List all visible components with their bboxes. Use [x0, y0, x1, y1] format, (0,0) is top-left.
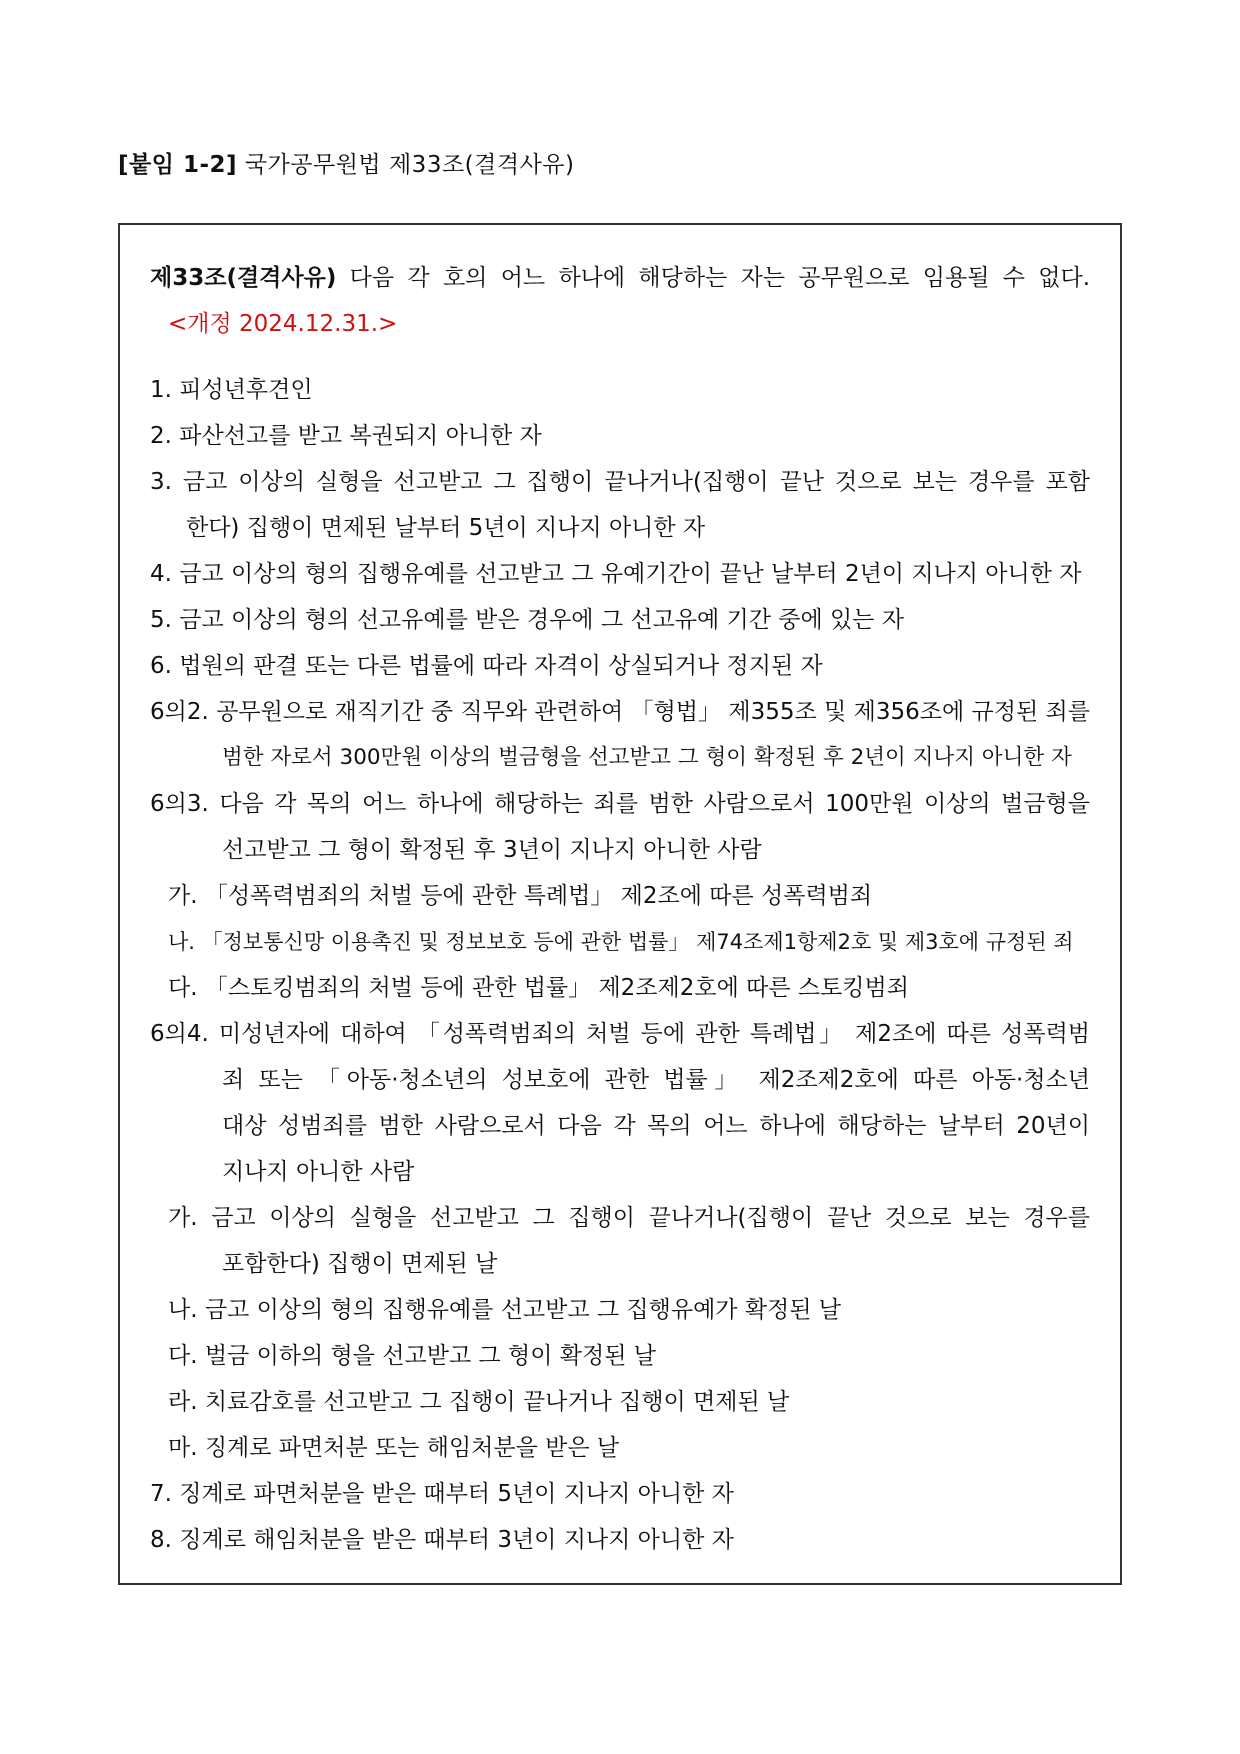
item-6-2: 6의2. 공무원으로 재직기간 중 직무와 관련하여 「형법」 제355조 및 제356조에 규정된 죄를 [150, 699, 1090, 725]
article-content [150, 255, 1090, 1563]
item-8: 8. 징계로 해임처분을 받은 때부터 3년이 지나지 아니한 자 [150, 1527, 734, 1553]
item-3: 3. 금고 이상의 실형을 선고받고 그 집행이 끝나거나(집행이 끝난 것으로 보는 경우를 포함 [150, 469, 1090, 495]
item-1: 1. 피성년후견인 [150, 377, 313, 403]
item-6-4-continued-3: 지나지 아니한 사람 [222, 1159, 415, 1185]
article-intro: 다음 각 호의 어느 하나에 해당하는 자는 공무원으로 임용될 수 없다. [349, 265, 1091, 291]
item-7: 7. 징계로 파면처분을 받은 때부터 5년이 지나지 아니한 자 [150, 1481, 734, 1507]
item-3-continued: 한다) 집행이 면제된 날부터 5년이 지나지 아니한 자 [186, 515, 706, 541]
item-6-4-na: 나. 금고 이상의 형의 집행유예를 선고받고 그 집행유예가 확정된 날 [168, 1297, 841, 1323]
revision-note: <개정 2024.12.31.> [168, 311, 398, 337]
item-6-4: 6의4. 미성년자에 대하여 「성폭력범죄의 처벌 등에 관한 특례법」 제2조에 따른 성폭력범 [150, 1021, 1090, 1047]
item-5: 5. 금고 이상의 형의 선고유예를 받은 경우에 그 선고유예 기간 중에 있는 자 [150, 607, 904, 633]
item-6-4-ga-continued: 포함한다) 집행이 면제된 날 [222, 1251, 498, 1277]
item-6-2-continued: 범한 자로서 300만원 이상의 벌금형을 선고받고 그 형이 확정된 후 2년이 지나지 아니한 자 [222, 745, 1072, 770]
item-6-3: 6의3. 다음 각 목의 어느 하나에 해당하는 죄를 범한 사람으로서 100만원 이상의 벌금형을 [150, 791, 1090, 817]
item-6-3-continued: 선고받고 그 형이 확정된 후 3년이 지나지 아니한 사람 [222, 837, 762, 863]
item-6-3-na: 나. 「정보통신망 이용촉진 및 정보보호 등에 관한 법률」 제74조제1항제2호 및 제3호에 규정된 죄 [168, 930, 1074, 954]
spacer [150, 347, 1090, 367]
article-header [150, 255, 1090, 301]
item-6-4-ga: 가. 금고 이상의 실형을 선고받고 그 집행이 끝나거나(집행이 끝난 것으로 보는 경우를 [168, 1205, 1090, 1231]
item-6-4-continued-2: 대상 성범죄를 범한 사람으로서 다음 각 목의 어느 하나에 해당하는 날부터 20년이 [222, 1113, 1090, 1139]
item-6: 6. 법원의 판결 또는 다른 법률에 따라 자격이 상실되거나 정지된 자 [150, 653, 823, 679]
item-6-4-da: 다. 벌금 이하의 형을 선고받고 그 형이 확정된 날 [168, 1343, 656, 1369]
article-title: 제33조(결격사유) [150, 265, 337, 291]
item-6-3-da: 다. 「스토킹범죄의 처벌 등에 관한 법률」 제2조제2호에 따른 스토킹범죄 [168, 975, 909, 1001]
item-2: 2. 파산선고를 받고 복권되지 아니한 자 [150, 423, 542, 449]
attachment-title: 국가공무원법 제33조(결격사유) [244, 152, 575, 178]
attachment-tag: [붙임 1-2] [118, 152, 238, 178]
item-4: 4. 금고 이상의 형의 집행유예를 선고받고 그 유예기간이 끝난 날부터 2년이 지나지 아니한 자 [150, 561, 1082, 587]
item-6-4-continued-1: 죄 또는 「아동·청소년의 성보호에 관한 법률」 제2조제2호에 따른 아동·청소년 [222, 1067, 1090, 1093]
page-heading [118, 146, 574, 179]
item-6-4-ma: 마. 징계로 파면처분 또는 해임처분을 받은 날 [168, 1435, 620, 1461]
item-6-4-ra: 라. 치료감호를 선고받고 그 집행이 끝나거나 집행이 면제된 날 [168, 1389, 790, 1415]
item-6-3-ga: 가. 「성폭력범죄의 처벌 등에 관한 특례법」 제2조에 따른 성폭력범죄 [168, 883, 873, 909]
